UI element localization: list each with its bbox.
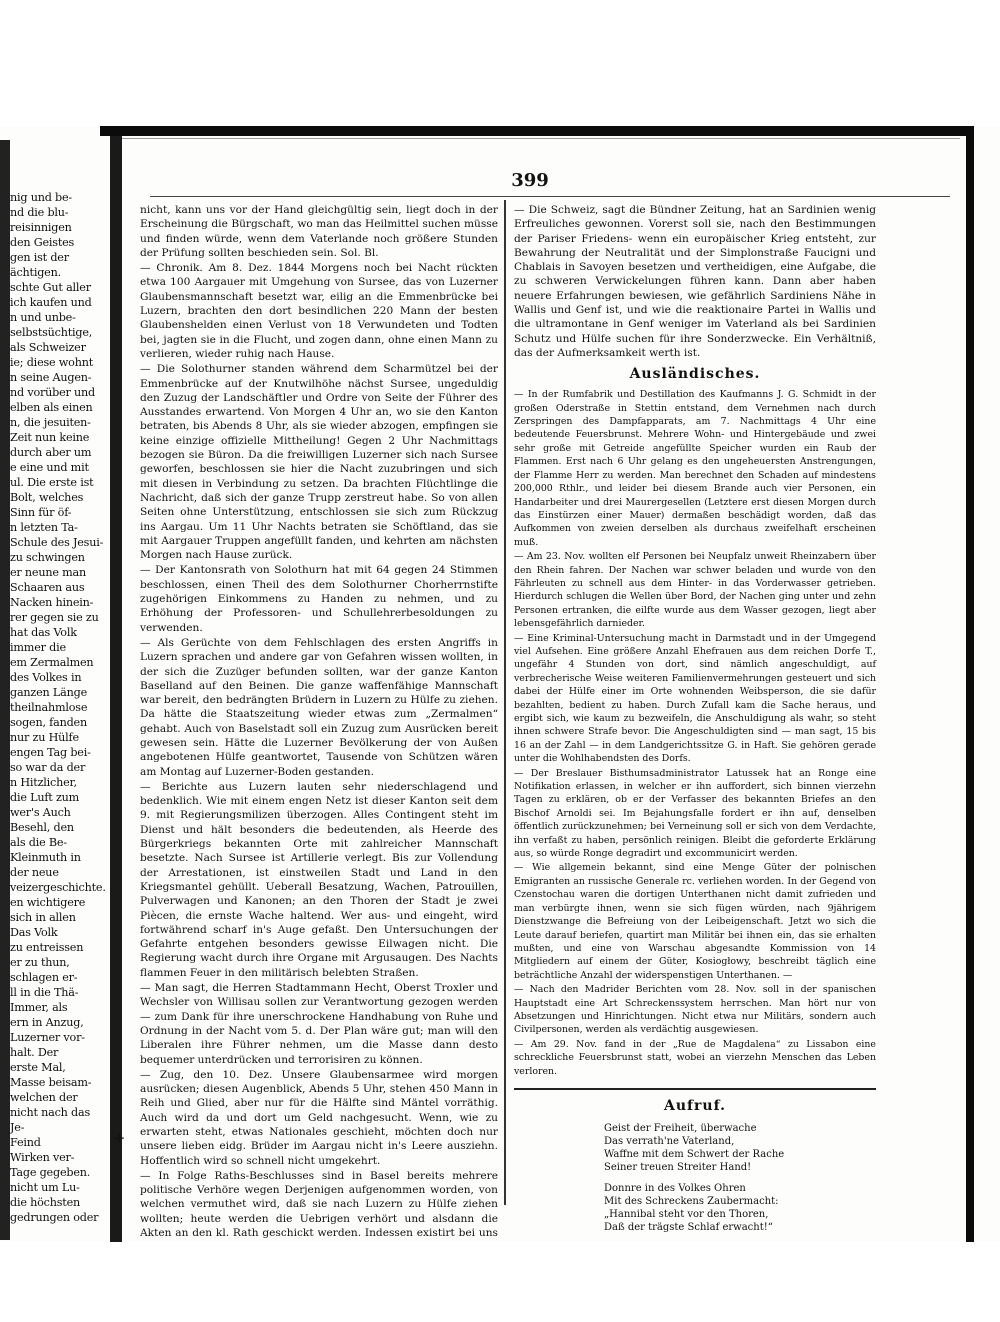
fragment-line: ern in Anzug, [10, 1016, 84, 1029]
fragment-line: Immer, als [10, 1001, 68, 1014]
poem-line: Donnre in des Volkes Ohren [604, 1182, 746, 1194]
header-rule [150, 196, 950, 197]
news-item: — Am 23. Nov. wollten elf Personen bei Neupfalz unweit Rheinzabern über den Rhein fahren. Der Nachen war schwer beladen und wurde von den Fährleuten zu schnell aus dem Hinter- in das Vorderwasser getrieben. Hierdurch schlugen die Wellen über Bord, der Nachen ging unter und zehn Personen ertranken, die eilfte wurde aus dem Wasser gezogen, liegt aber lebensgefährlich darnieder. [514, 551, 876, 630]
fragment-line: die höchsten [10, 1196, 80, 1209]
fragment-line: gedrungen oder [10, 1211, 99, 1224]
fragment-line: wer's Auch [10, 806, 71, 819]
fragment-line: erste Mal, [10, 1061, 66, 1074]
previous-page-fragment [10, 190, 110, 1224]
fragment-line: Besehl, den [10, 821, 74, 834]
article-paragraph: — Die Solothurner standen während dem Scharmützel bei der Emmenbrücke auf der Knutwilhöhe nächst Sursee, ungeduldig den Zuzug der Landschäftler und Ordre von Seite der Führer des Ausstandes erwartend. Von Morgen 4 Uhr an, wo sie den Kanton betraten, bis Abends 8 Uhr, als sie wieder abzogen, empfingen sie keine einzige offizielle Mittheilung! Gegen 2 Uhr Nachmittags bezogen sie Büron. Da die freiwilligen Luzerner sich nach Sursee geworfen, beschlossen sie hier die Nacht zuzubringen und sich mit diesen in Verbindung zu setzen. Da brachten Flüchtlinge die Nachricht, daß sich der ganze Trupp zerstreut habe. So von allen Seiten ohne Unterstützung, entschlossen sie sich zum Rückzug ins Aargau. Um 11 Uhr Nachts betraten sie Schöftland, das sie mit Aargauer Truppen angefüllt fanden, und kehrten am nächsten Morgen nach Hause zurück. [140, 363, 498, 562]
fragment-line: n Hitzlicher, [10, 776, 77, 789]
bottom-margin [0, 1242, 1000, 1322]
top-scan-border [100, 126, 972, 136]
fragment-line: en wichtigere [10, 896, 86, 909]
stanza-break [604, 1174, 876, 1182]
fragment-line: die Luft zum [10, 791, 80, 804]
right-column [514, 203, 876, 1234]
article-paragraph: — Chronik. Am 8. Dez. 1844 Morgens noch bei Nacht rückten etwa 100 Aargauer mit Umgehung von Sursee, das von Luzerner Glaubensmannschaft besetzt war, eilig an die Emmenbrücke bei Luzern, brachten den dort besindlichen 220 Mann der besten Glaubenshelden einen Verlust von 18 Verwundeten und Todten bei, jagten sie in die Flucht, und zogen dann, ohne einen Mann zu verlieren, wieder ruhig nach Hause. [140, 262, 498, 360]
fragment-line: Feind [10, 1136, 41, 1149]
fragment-line: Bolt, welches [10, 491, 84, 504]
swiss-news-block [514, 203, 876, 360]
fragment-line: sich in allen [10, 911, 76, 924]
fragment-line: des Volkes in [10, 671, 82, 684]
fragment-line: Kleinmuth in [10, 851, 81, 864]
fragment-line: halt. Der [10, 1046, 59, 1059]
fragment-line: nd vorüber und [10, 386, 95, 399]
fragment-line: gen ist der [10, 251, 69, 264]
fragment-line: Schule des Jesui- [10, 536, 104, 549]
fragment-line: rer gegen sie zu [10, 611, 99, 624]
fragment-line: welchen der [10, 1091, 78, 1104]
fragment-line: den Geistes [10, 236, 75, 249]
column-divider [504, 200, 506, 1205]
fragment-line: er zu thun, [10, 956, 70, 969]
fragment-line: Das Volk [10, 926, 58, 939]
fragment-line: n und unbe- [10, 311, 76, 324]
foreign-news-block [514, 388, 876, 1078]
fragment-line: zu entreissen [10, 941, 84, 954]
fragment-line: schte Gut aller [10, 281, 91, 294]
news-item: — Nach den Madrider Berichten vom 28. Nov. soll in der spanischen Hauptstadt eine Art Schreckenssystem herrschen. Man hört nur von Absetzungen und Hinrichtungen. Nicht etwa nur Militärs, sondern auch Civilpersonen, werden als verdächtig ausgewiesen. [514, 984, 876, 1036]
article-paragraph: — Der Kantonsrath von Solothurn hat mit 64 gegen 24 Stimmen beschlossen, einen Theil des dem Solothurner Chorherrnstifte zugehörigen Einkommens zu Handen zu nehmen, und zu Erhöhung der Professoren- und Schullehrerbesoldungen zu verwenden. [140, 564, 498, 634]
news-item: — Am 29. Nov. fand in der „Rue de Magdalena“ zu Lissabon eine schreckliche Feuersbrunst statt, wobei an vierzehn Menschen das Leben verloren. [514, 1038, 876, 1077]
fragment-line: nur zu Hülfe [10, 731, 79, 744]
fragment-line: n seine Augen- [10, 371, 92, 384]
fragment-line: ul. Die erste ist [10, 476, 94, 489]
article-paragraph: — In Folge Raths-Beschlusses sind in Basel bereits mehrere politische Verhöre wegen Derjenigen aufgenommen worden, von welchen vermuthet wird, daß sie nach Luzern zu Hülfe ziehen wollten; heute werden die Uebrigen verhört und alsdann die Akten an den kl. Rath geschickt werden. Indessen existirt bei uns [140, 1169, 498, 1240]
poem-line: Das verrath'ne Vaterland, [604, 1135, 735, 1147]
fragment-line: elben als einen [10, 401, 93, 414]
fragment-line: selbstsüchtige, [10, 326, 93, 339]
fragment-line: zu schwingen [10, 551, 85, 564]
article-paragraph: — Berichte aus Luzern lauten sehr niederschlagend und bedenklich. Wie mit einem engen Netz ist dieser Kanton seit dem 9. mit Regierungsmilizen überzogen. Alles Contingent steht im Dienst und hält besonders die bedeutenden, als Heerde des Bürgerkriegs bekannten Orte mit zahlreicher Mannschaft besetzte. Nach Sursee ist Artillerie verlegt. Bis zur Vollendung der Arrestationen, ist einstweilen Stadt und Land in den Kriegsmantel gehüllt. Ueberall Besatzung, Wachen, Patrouillen, Pulverwagen und Kanonen; an den Thoren der Stadt je zwei Piècen, die ernste Wache haltend. Wer aus- und eingeht, wird fortwährend scharf in's Auge gefaßt. Den Untersuchungen der Gefahrte entgehen besonders gewisse Eilwagen nicht. Die Regierung wacht durch ihre Organe mit Argusaugen. Des Nachts flammen Feuer in den militärisch belebten Straßen. [140, 780, 498, 979]
fragment-line: schlagen er- [10, 971, 78, 984]
fragment-line: Luzerner vor- [10, 1031, 85, 1044]
book-edge-shadow [0, 140, 10, 1240]
fragment-line: ganzen Länge [10, 686, 87, 699]
top-margin [0, 0, 1000, 126]
fragment-line: Nacken hinein- [10, 596, 94, 609]
fragment-line: engen Tag bei- [10, 746, 91, 759]
fragment-line: nicht um Lu- [10, 1181, 80, 1194]
margin-mark: + [112, 1128, 126, 1147]
book-spine [110, 126, 122, 1246]
fragment-line: theilnahmlose [10, 701, 88, 714]
article-paragraph: — Zug, den 10. Dez. Unsere Glaubensarmee wird morgen ausrücken; diesen Augenblick, Abends 5 Uhr, stehen 450 Mann in Reih und Glied, aber nur für die Hälfte sind Mäntel vorräthig. Auch wird da und dort um Geld nachgesucht. Wenn, wie zu erwarten steht, etwas Nationales geschieht, möchten doch nur unsere lieben eidg. Brüder im Aargau nicht in's Leere ausziehn. Hoffentlich wird so schnell nicht umgekehrt. [140, 1068, 498, 1167]
fragment-line: ll in die Thä- [10, 986, 79, 999]
article-paragraph: nicht, kann uns vor der Hand gleichgültig sein, liegt doch in der Erscheinung die Bürgschaft, wo man das Heilmittel suchen müsse und finden würde, wenn dem Vaterlande noch größere Stunden der Prüfung sollten beschieden sein. Sol. Bl. [140, 204, 498, 259]
fragment-line: sogen, fanden [10, 716, 87, 729]
fragment-line: e eine und mit [10, 461, 89, 474]
fragment-line: ächtigen. [10, 266, 61, 279]
article-paragraph: — Als Gerüchte von dem Fehlschlagen des ersten Angriffs in Luzern sprachen und andere gar von Gefahren wissen wollten, in der sich die Zuzüger befunden sollten, war der ganze Kanton Baselland auf den Beinen. Die ganze waffenfähige Mannschaft war bereit, den bedrängten Brüdern in Luzern zu Hülfe zu ziehen. Da hätte die Staatszeitung wieder etwas zum „Zermalmen“ gehabt. Auch von Baselstadt soll ein Zuzug zum Ausrücken bereit gewesen sein. Hätte die Luzerner Bevölkerung der von Außen angebotenen Hülfe geantwortet, Tausende von Schützen wären am Montag auf Luzerner-Boden gestanden. [140, 636, 498, 778]
fragment-line: n letzten Ta- [10, 521, 78, 534]
poem-title: Aufruf. [663, 1097, 726, 1114]
section-separator [514, 1088, 876, 1090]
fragment-line: der neue [10, 866, 59, 879]
foreign-news-heading: Ausländisches. [629, 366, 761, 383]
fragment-line: er neune man [10, 566, 87, 579]
right-scan-border [966, 126, 974, 1296]
fragment-line: Schaaren aus [10, 581, 85, 594]
fragment-line: veizergeschichte. [10, 881, 106, 894]
poem-line: „Hannibal steht vor den Thoren, [604, 1208, 769, 1220]
poem [514, 1122, 876, 1234]
news-item: — Wie allgemein bekannt, sind eine Menge Güter der polnischen Emigranten an russische Generale rc. verliehen worden. In der Gegend von Czenstochau waren die dortigen Unterthanen nicht damit zufrieden und man verbürgte ihnen, wenn sie sich fügen würden, nach 9jährigem Dienstzwange die Befreiung von der Leibeigenschaft. Jetzt wo sich die Leute darauf beriefen, quartirt man Militär bei ihnen ein, das sie erhalten mußten, und eine von Warschau abgesandte Kommission von 14 Mitgliedern auf einem der Güter, Kosiogłowy, beschreibt täglich eine beträchtliche Anzahl der widerspenstigen Unterthanen. — [514, 862, 876, 981]
news-item: — Der Breslauer Bisthumsadministrator Latussek hat an Ronge eine Notifikation erlassen, in welcher er ihn auffordert, sich binnen vierzehn Tagen zu erklären, ob er der Verfasser des bekannten Briefes an den Bischof Arnoldi sei. Im Bejahungsfalle fordert er ihn auf, denselben öffentlich zurückzunehmen; bei Verneinung soll er sich von dem Verdachte, ihn verfaßt zu haben, persönlich reinigen. Bleibt die geforderte Erklärung aus, so würde Ronge degradirt und excommunicirt werden. [514, 767, 876, 860]
fragment-line: ie; diese wohnt [10, 356, 94, 369]
poem-line: Waffne mit dem Schwert der Rache [604, 1148, 785, 1160]
fragment-line: Je- [10, 1121, 25, 1134]
fragment-line: em Zermalmen [10, 656, 94, 669]
fragment-line: hat das Volk [10, 626, 77, 639]
fragment-line: n, die jesuiten- [10, 416, 91, 429]
fragment-line: reisinnigen [10, 221, 72, 234]
fragment-line: als Schweizer [10, 341, 86, 354]
fragment-line: immer die [10, 641, 66, 654]
poem-line: Seiner treuen Streiter Hand! [604, 1161, 752, 1173]
fragment-line: als die Be- [10, 836, 67, 849]
fragment-line: nd die blu- [10, 206, 69, 219]
page-number: 399 [511, 170, 549, 191]
fragment-line: Sinn für öf- [10, 506, 72, 519]
fragment-line: ich kaufen und [10, 296, 92, 309]
fragment-line: Wirken ver- [10, 1151, 75, 1164]
poem-line: Daß der trägste Schlaf erwacht!“ [604, 1221, 773, 1233]
fragment-line: Zeit nun keine [10, 431, 90, 444]
article-paragraph: — Die Schweiz, sagt die Bündner Zeitung, hat an Sardinien wenig Erfreuliches gewonnen. Vorerst soll sie, nach den Bestimmungen der Pariser Friedens- wenn ein europäischer Krieg entsteht, zur Bewahrung der Neutralität und der Simplonstraße Faucigni und Chablais in Savoyen besetzen und vertheidigen, eine Aufgabe, die zu schweren Verwickelungen führen kann. Dann aber haben neuere Erfahrungen bewiesen, wie gefährlich Sardiniens Nähe in Wallis und Genf ist, und wie die reaktionaire Partei in Wallis und die ultramontane in Genf weniger im Vaterland als bei Sardinien Schutz und Hülfe suchen für ihre Sonderzwecke. Ein Verhältniß, das der Aufmerksamkeit werth ist. [514, 204, 876, 359]
fragment-line: Masse beisam- [10, 1076, 92, 1089]
left-column [140, 203, 498, 1270]
poem-line: Geist der Freiheit, überwache [604, 1122, 757, 1134]
fragment-line: durch aber um [10, 446, 92, 459]
fragment-line: nicht nach das [10, 1106, 90, 1119]
article-paragraph: — Man sagt, die Herren Stadtammann Hecht, Oberst Troxler und Wechsler von Willisau sollen zur Verantwortung gezogen werden — zum Dank für ihre unerschrockene Handhabung von Ruhe und Ordnung in der Nacht vom 5. d. Der Plan wäre gut; man will den Liberalen ihre Führer nehmen, um die Masse dann desto bequemer unterdrücken und terrorisiren zu können. [140, 982, 498, 1066]
fragment-line: nig und be- [10, 191, 72, 204]
news-item: — In der Rumfabrik und Destillation des Kaufmanns J. G. Schmidt in der großen Oderstraße in Stettin entstand, dem Vernehmen nach durch Zerspringen des Dampfapparats, am 7. Nachmittags 4 Uhr eine bedeutende Feuersbrunst. Mehrere Wohn- und Hintergebäude und zwei sehr große mit Getreide angefüllte Speicher wurden ein Raub der Flammen. Erst nach 6 Uhr gelang es den ungeheuersten Anstrengungen, der Flamme Herr zu werden. Man berechnet den Schaden auf mindestens 200,000 Rthlr., und leider bei diesem Brande auch vier Personen, ein Handarbeiter und drei Maurergesellen (Letztere erst diesen Morgen durch das Einstürzen einer Mauer) dermaßen beschädigt worden, daß das Aufkommen von zweien derselben als durchaus zweifelhaft erscheinen muß. [514, 389, 876, 548]
news-item: — Eine Kriminal-Untersuchung macht in Darmstadt und in der Umgegend viel Aufsehen. Eine größere Anzahl Ehefrauen aus dem reichen Dorfe T., ungefähr 4 Stunden von dort, sind nämlich angeschuldigt, auf verbrecherische Weise weiteren Familienvermehrungen gesteuert und sich dabei der Hülfe einer im Orte wohnenden Weibsperson, die sie dafür bezahlten, bedient zu haben. Durch Zufall kam die Sache heraus, und ergibt sich, wie kaum zu bezweifeln, die Anschuldigung als wahr, so steht ihnen schwere Strafe bevor. Die Angeschuldigten sind — man sagt, 15 bis 16 an der Zahl — in dem Landgerichtssitze G. in Haft. Sie gehören gerade unter die Wohlhabendsten des Dorfs. [514, 632, 876, 765]
fragment-line: Tage gegeben. [10, 1166, 91, 1179]
fragment-line: so war da der [10, 761, 86, 774]
poem-line: Mit des Schreckens Zaubermacht: [604, 1195, 779, 1207]
